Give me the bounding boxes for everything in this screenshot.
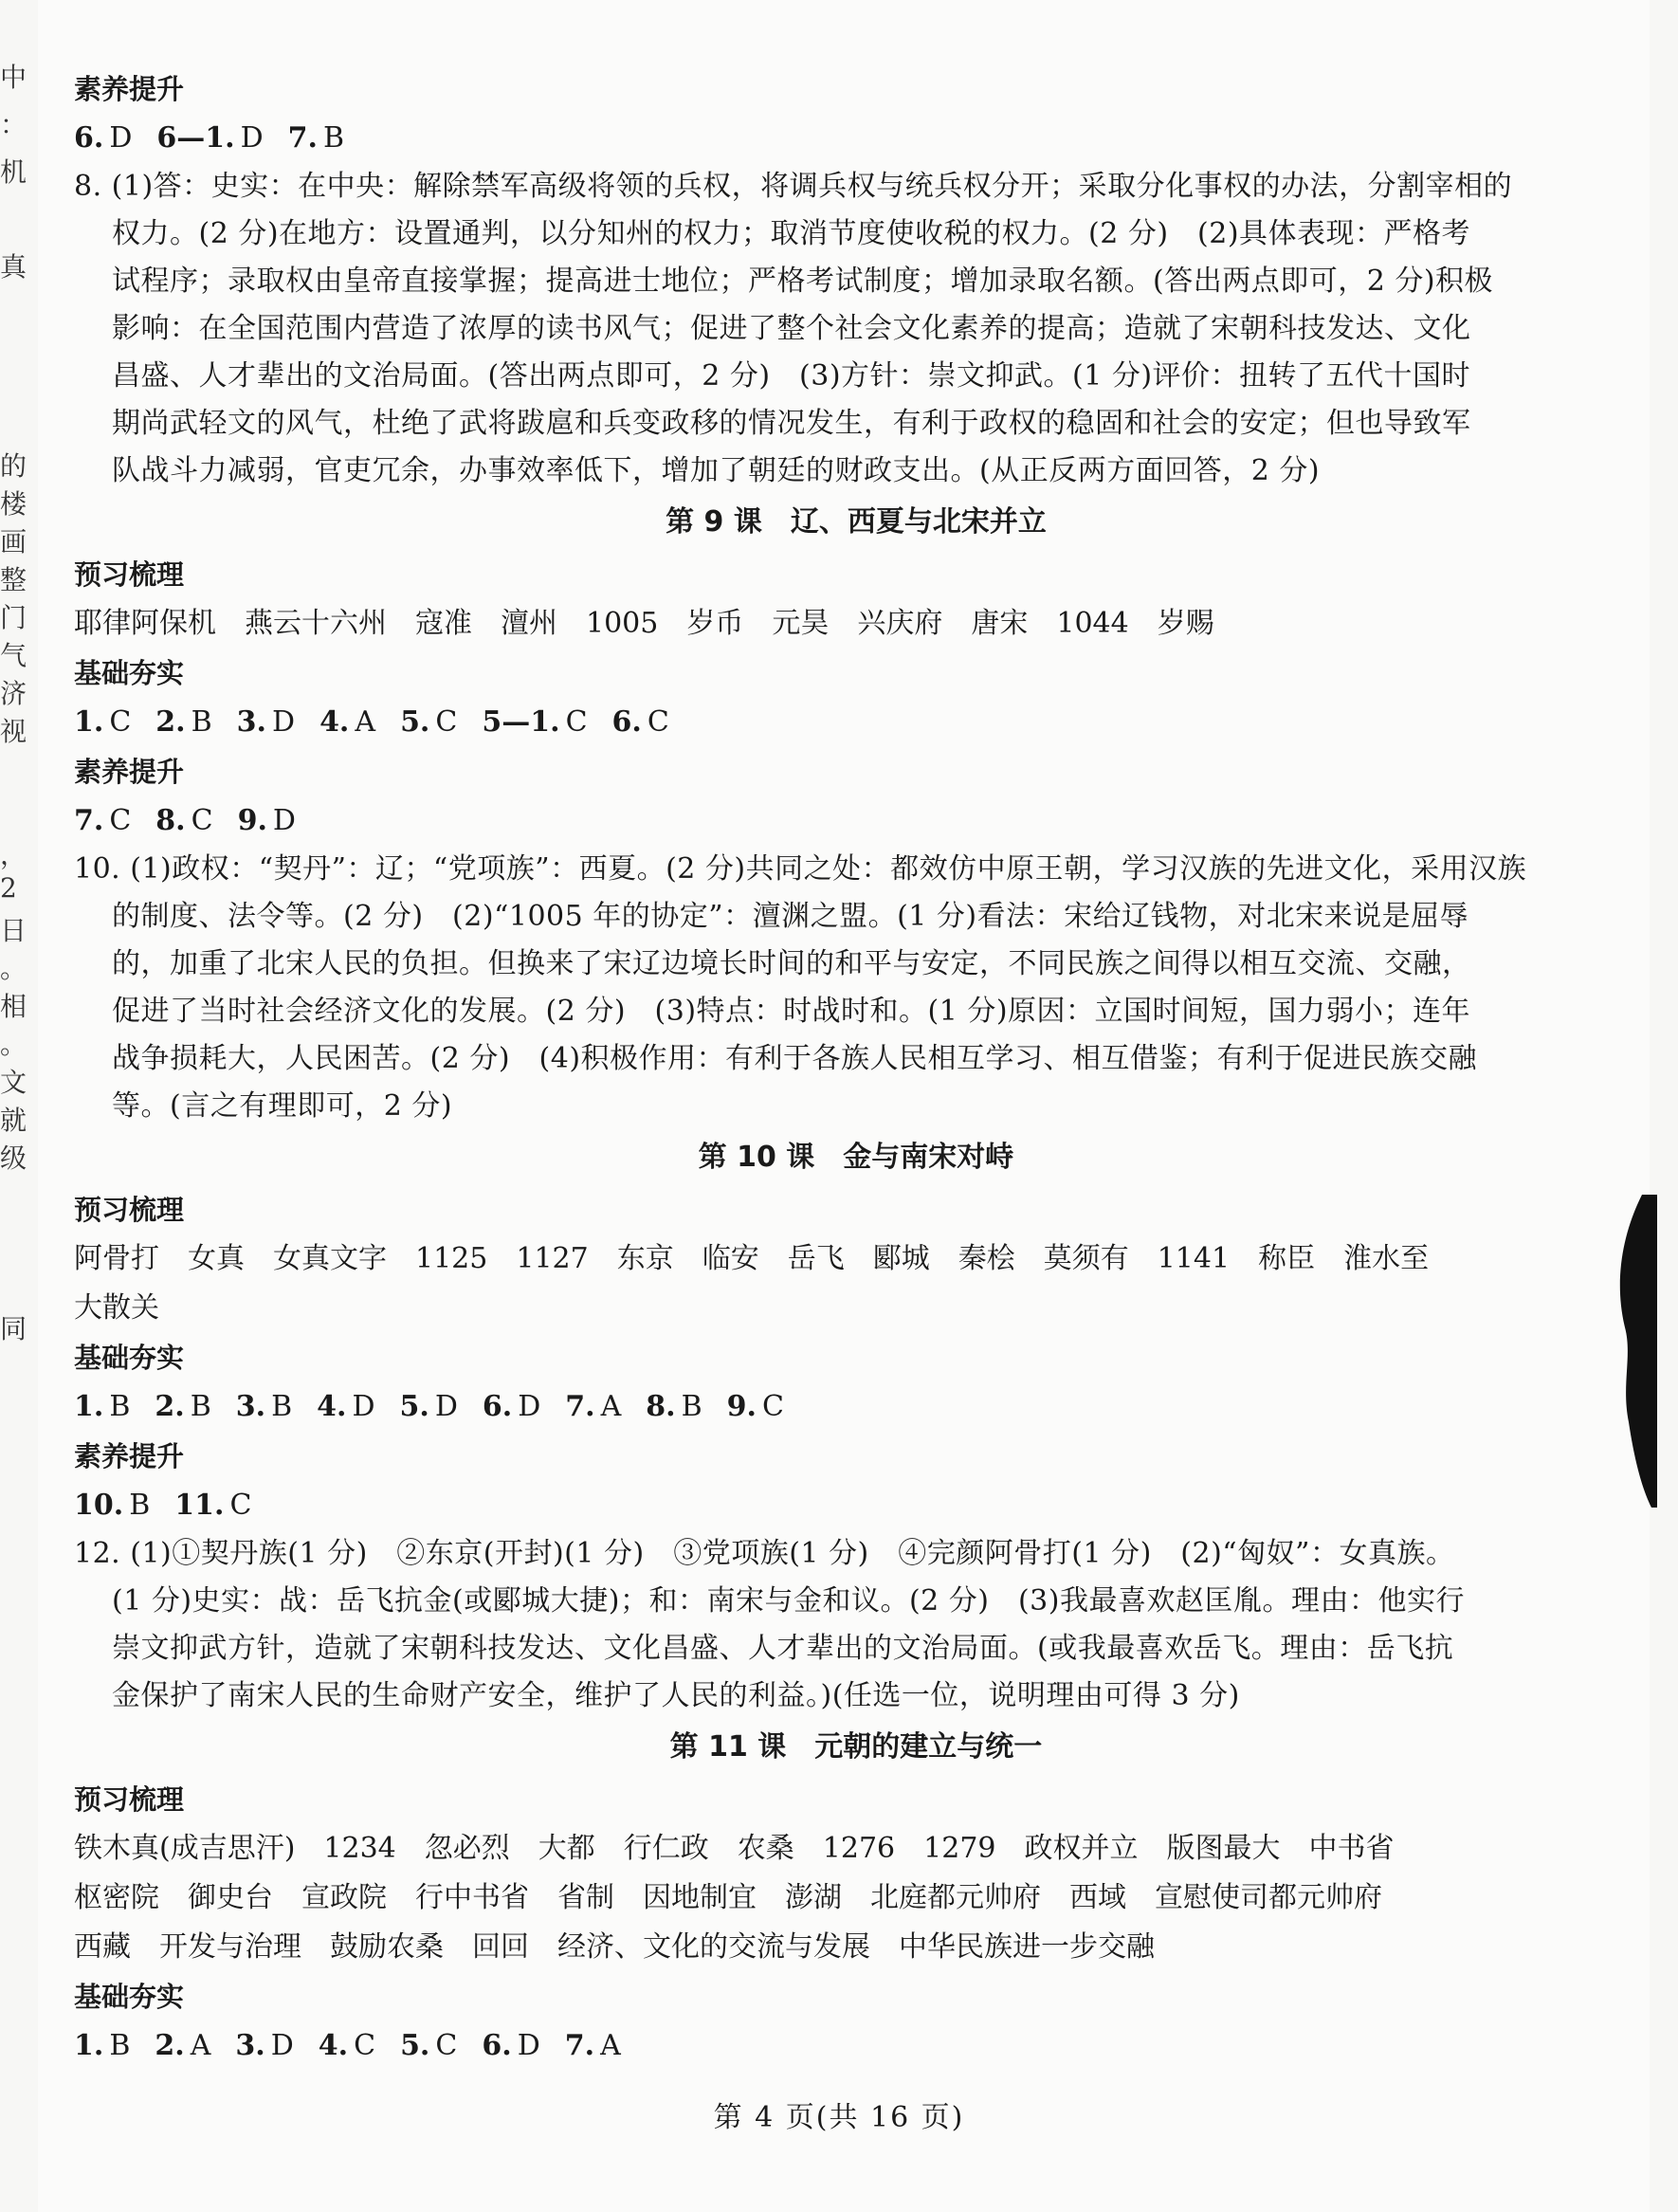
answer-text-line: 战争损耗大，人民困苦。(2 分) (4)积极作用：有利于各族人民相互学习、相互借鉴；有利于促进民族交融 xyxy=(112,1042,1478,1075)
answer-choice: C xyxy=(647,705,669,739)
question-number: 5. xyxy=(400,705,430,739)
answer-choice: B xyxy=(191,705,212,739)
answer-choice: C xyxy=(229,1489,252,1522)
answer-choice: D xyxy=(352,1390,375,1423)
margin-bleed-char: 同 xyxy=(0,1313,27,1344)
answer-item xyxy=(319,2029,375,2062)
answer-choice: C xyxy=(109,705,132,739)
margin-bleed-char: 机 xyxy=(0,156,27,188)
answer-item xyxy=(482,705,587,739)
answer-item xyxy=(565,2029,621,2062)
term: 燕云十六州 xyxy=(245,607,387,640)
answer-choice: D xyxy=(518,1390,541,1423)
answer-text-line: 12. (1)①契丹族(1 分) ②东京(开封)(1 分) ③党项族(1 分) ④完颜阿骨打(1 分) (2)“匈奴”：女真族。 xyxy=(74,1537,1455,1570)
term: 岁赐 xyxy=(1157,607,1214,640)
answer-content xyxy=(74,64,1562,2071)
answer-item xyxy=(155,804,212,837)
margin-bleed-char: 门 xyxy=(0,602,27,633)
term: 枢密院 xyxy=(74,1881,159,1914)
answer-choice: B xyxy=(109,1390,131,1423)
answer-key-row xyxy=(74,796,1562,846)
margin-bleed-char: 真 xyxy=(0,251,27,283)
answer-text-line: 试程序；录取权由皇帝直接掌握；提高进士地位；严格考试制度；增加录取名额。(答出两点即可，2 分)积极 xyxy=(112,265,1494,298)
answer-item xyxy=(155,705,211,739)
answer-item xyxy=(74,804,131,837)
answer-item xyxy=(482,2029,539,2062)
answer-item xyxy=(235,2029,293,2062)
answer-item xyxy=(174,1489,251,1522)
answer-item xyxy=(155,1390,210,1423)
answer-text-line: 10. (1)政权：“契丹”：辽；“党项族”：西夏。(2 分)共同之处：都效仿中原王朝，学习汉族的先进文化，采用汉族 xyxy=(74,852,1527,886)
answer-key-row xyxy=(74,2021,1562,2071)
term: 1044 xyxy=(1056,607,1129,640)
question-number: 8. xyxy=(155,804,186,837)
term: 郾城 xyxy=(872,1242,930,1275)
question-number: 6—1. xyxy=(156,121,235,155)
answer-item xyxy=(74,1390,130,1423)
page-footer: 第 4 页(共 16 页) xyxy=(713,2101,965,2134)
lesson-title: 第 11 课 元朝的建立与统一 xyxy=(669,1730,1043,1764)
answer-choice: C xyxy=(435,2029,458,2062)
answer-item xyxy=(612,705,669,739)
answer-item xyxy=(646,1390,702,1423)
term: 行中书省 xyxy=(415,1881,529,1914)
margin-bleed-char: 的 xyxy=(0,450,27,482)
section-heading: 基础夯实 xyxy=(74,657,185,689)
term: 铁木真(成吉思汗) xyxy=(74,1832,296,1865)
answer-text-line: 等。(言之有理即可，2 分) xyxy=(112,1089,453,1123)
answer-choice: A xyxy=(190,2029,211,2062)
term: 元昊 xyxy=(772,607,830,640)
question-number: 6. xyxy=(74,121,104,155)
term: 大散关 xyxy=(74,1291,159,1325)
question-number: 8. xyxy=(646,1390,676,1423)
answer-choice: A xyxy=(600,1390,622,1423)
question-number: 2. xyxy=(155,2029,185,2062)
margin-bleed-char: ： xyxy=(0,109,27,140)
term: 1279 xyxy=(923,1832,996,1865)
question-number: 3. xyxy=(235,2029,265,2062)
question-number: 7. xyxy=(565,1390,595,1423)
answer-key-row xyxy=(74,114,1562,163)
term: 岁币 xyxy=(686,607,744,640)
term: 政权并立 xyxy=(1024,1832,1139,1865)
margin-bleed-char: 济 xyxy=(0,678,27,709)
question-number: 6. xyxy=(611,705,642,739)
term: 1005 xyxy=(586,607,659,640)
term: 开发与治理 xyxy=(159,1930,301,1964)
answer-text-line: 的制度、法令等。(2 分) (2)“1005 年的协定”：澶渊之盟。(1 分)看法：宋给辽钱物，对北宋来说是屈辱 xyxy=(112,900,1469,933)
question-number: 4. xyxy=(318,2029,349,2062)
question-number: 4. xyxy=(317,1390,347,1423)
term: 1125 xyxy=(415,1242,488,1275)
answer-key-row xyxy=(74,1481,1562,1530)
question-number: 2. xyxy=(155,705,186,739)
answer-item xyxy=(288,121,344,155)
term: 北庭都元帅府 xyxy=(870,1881,1041,1914)
section-heading: 基础夯实 xyxy=(74,1981,185,2013)
answer-text-line: 影响：在全国范围内营造了浓厚的读书风气；促进了整个社会文化素养的提高；造就了宋朝科技发达、文化 xyxy=(112,312,1471,345)
margin-bleed-char: 画 xyxy=(0,526,27,558)
term: 大都 xyxy=(538,1832,595,1865)
question-number: 10. xyxy=(74,1489,124,1522)
question-number: 6. xyxy=(482,1390,513,1423)
answer-item xyxy=(238,804,296,837)
answer-item xyxy=(156,121,263,155)
term: 因地制宜 xyxy=(643,1881,757,1914)
term: 省制 xyxy=(557,1881,614,1914)
answer-item xyxy=(400,2029,457,2062)
question-number: 5. xyxy=(399,1390,429,1423)
answer-choice: B xyxy=(190,1390,211,1423)
term: 宣政院 xyxy=(301,1881,387,1914)
answer-choice: D xyxy=(517,2029,540,2062)
term: 忽必烈 xyxy=(424,1832,510,1865)
margin-bleed-char: 。 xyxy=(0,1029,27,1060)
answer-choice: C xyxy=(109,804,132,837)
margin-bleed-char: ， xyxy=(0,839,27,870)
question-number: 3. xyxy=(235,1390,266,1423)
margin-bleed-char: 视 xyxy=(0,716,27,747)
section-heading: 基础夯实 xyxy=(74,1342,185,1374)
answer-choice: D xyxy=(270,2029,294,2062)
section-heading: 预习梳理 xyxy=(74,558,185,591)
answer-choice: B xyxy=(271,1390,293,1423)
term: 1141 xyxy=(1157,1242,1231,1275)
term: 1276 xyxy=(822,1832,896,1865)
answer-choice: B xyxy=(129,1489,151,1522)
term: 1234 xyxy=(323,1832,396,1865)
question-number: 5—1. xyxy=(482,705,560,739)
answer-text-line: 金保护了南宋人民的生命财产安全，维护了人民的利益。)(任选一位，说明理由可得 3 分) xyxy=(112,1679,1240,1712)
term: 阿骨打 xyxy=(74,1242,159,1275)
answer-text-line: 8. (1)答：史实：在中央：解除禁军高级将领的兵权，将调兵权与统兵权分开；采取分化事权的办法，分割宰相的 xyxy=(74,170,1513,203)
preview-terms-row xyxy=(74,1234,1562,1284)
answer-choice: D xyxy=(272,804,296,837)
margin-bleed-char: 楼 xyxy=(0,488,27,520)
answer-item xyxy=(400,1390,458,1423)
preview-terms-row xyxy=(74,1874,1562,1923)
answer-choice: D xyxy=(109,121,133,155)
term: 莫须有 xyxy=(1043,1242,1129,1275)
answer-text-line: 期尚武轻文的风气，杜绝了武将跋扈和兵变政移的情况发生，有利于政权的稳固和社会的安定；但也导致军 xyxy=(112,407,1471,440)
answer-item xyxy=(400,705,457,739)
question-number: 3. xyxy=(236,705,266,739)
answer-choice: B xyxy=(109,2029,131,2062)
term: 秦桧 xyxy=(958,1242,1015,1275)
answer-item xyxy=(237,705,295,739)
term: 西藏 xyxy=(74,1930,131,1964)
term: 女真 xyxy=(188,1242,245,1275)
section-heading: 预习梳理 xyxy=(74,1783,185,1816)
answer-key-row xyxy=(74,1382,1562,1432)
margin-bleed-char: 2 xyxy=(0,872,17,904)
answer-choice: B xyxy=(322,121,345,155)
term: 唐宋 xyxy=(971,607,1029,640)
question-number: 7. xyxy=(74,804,104,837)
answer-choice: C xyxy=(191,804,213,837)
term: 版图最大 xyxy=(1166,1832,1281,1865)
term: 御史台 xyxy=(188,1881,273,1914)
term: 耶律阿保机 xyxy=(74,607,216,640)
term: 宣慰使司都元帅府 xyxy=(1155,1881,1382,1914)
answer-choice: D xyxy=(434,1390,458,1423)
question-number: 7. xyxy=(564,2029,595,2062)
term: 澶州 xyxy=(501,607,557,640)
preview-terms-row xyxy=(74,599,1562,649)
lesson-title: 第 10 课 金与南宋对峙 xyxy=(698,1141,1014,1174)
answer-item xyxy=(74,1489,150,1522)
question-number: 9. xyxy=(726,1390,757,1423)
term: 农桑 xyxy=(737,1832,794,1865)
preview-terms-row xyxy=(74,1824,1562,1874)
answer-item xyxy=(727,1390,784,1423)
answer-text-line: 促进了当时社会经济文化的发展。(2 分) (3)特点：时战时和。(1 分)原因：立国时间短，国力弱小；连年 xyxy=(112,995,1471,1028)
answer-text-line: 队战斗力减弱，官吏冗余，办事效率低下，增加了朝廷的财政支出。(从正反两方面回答，2 分) xyxy=(112,454,1321,487)
term: 东京 xyxy=(616,1242,674,1275)
term: 称臣 xyxy=(1258,1242,1316,1275)
term: 鼓励农桑 xyxy=(330,1930,444,1964)
preview-terms-row xyxy=(74,1284,1562,1333)
answer-text-line: 崇文抑武方针，造就了宋朝科技发达、文化昌盛、人才辈出的文治局面。(或我最喜欢岳飞。理由：岳飞抗 xyxy=(112,1632,1454,1665)
section-heading: 素养提升 xyxy=(74,73,185,105)
question-number: 1. xyxy=(74,705,104,739)
margin-bleed-char: 相 xyxy=(0,991,27,1022)
answer-choice: C xyxy=(565,705,588,739)
question-number: 7. xyxy=(287,121,318,155)
answer-text-line: (1 分)史实：战：岳飞抗金(或郾城大捷)；和：南宋与金和议。(2 分) (3)我最喜欢赵匡胤。理由：他实行 xyxy=(112,1584,1465,1618)
question-number: 5. xyxy=(400,2029,430,2062)
term: 临安 xyxy=(702,1242,759,1275)
question-number: 11. xyxy=(174,1489,225,1522)
term: 经济、文化的交流与发展 xyxy=(557,1930,870,1964)
answer-choice: B xyxy=(681,1390,702,1423)
preview-terms-row xyxy=(74,1923,1562,1972)
question-number: 2. xyxy=(155,1390,185,1423)
answer-item xyxy=(319,705,375,739)
answer-text-line: 昌盛、人才辈出的文治局面。(答出两点即可，2 分) (3)方针：崇文抑武。(1 分)评价：扭转了五代十国时 xyxy=(112,359,1471,393)
term: 兴庆府 xyxy=(857,607,943,640)
margin-bleed-char: 。 xyxy=(0,953,27,984)
answer-item xyxy=(74,2029,130,2062)
question-number: 9. xyxy=(237,804,267,837)
answer-choice: A xyxy=(355,705,376,739)
question-number: 1. xyxy=(74,2029,104,2062)
section-heading: 预习梳理 xyxy=(74,1194,185,1226)
term: 淮水至 xyxy=(1343,1242,1430,1275)
section-heading: 素养提升 xyxy=(74,1440,185,1472)
answer-choice: A xyxy=(600,2029,621,2062)
term: 寇准 xyxy=(415,607,472,640)
section-heading: 素养提升 xyxy=(74,756,185,788)
term: 女真文字 xyxy=(273,1242,387,1275)
term: 中书省 xyxy=(1308,1832,1395,1865)
answer-choice: C xyxy=(762,1390,784,1423)
answer-choice: C xyxy=(354,2029,376,2062)
answer-item xyxy=(483,1390,540,1423)
term: 行仁政 xyxy=(623,1832,709,1865)
term: 澎湖 xyxy=(785,1881,842,1914)
answer-choice: C xyxy=(435,705,458,739)
margin-bleed-char: 整 xyxy=(0,564,27,595)
margin-bleed-char: 中 xyxy=(0,62,27,93)
question-number: 4. xyxy=(319,705,350,739)
answer-text-line: 权力。(2 分)在地方：设置通判，以分知州的权力；取消节度使收税的权力。(2 分) (2)具体表现：严格考 xyxy=(112,217,1471,250)
margin-bleed-char: 级 xyxy=(0,1143,27,1174)
margin-bleed-char: 文 xyxy=(0,1067,27,1098)
answer-item xyxy=(317,1390,374,1423)
margin-bleed-char: 气 xyxy=(0,640,27,671)
term: 中华民族进一步交融 xyxy=(899,1930,1155,1964)
answer-item xyxy=(74,705,131,739)
answer-item xyxy=(565,1390,621,1423)
term: 西域 xyxy=(1069,1881,1126,1914)
term: 回回 xyxy=(472,1930,529,1964)
answer-key-row xyxy=(74,698,1562,747)
lesson-title: 第 9 课 辽、西夏与北宋并立 xyxy=(666,505,1047,539)
term: 岳飞 xyxy=(787,1242,845,1275)
scan-shadow-mark xyxy=(1614,1195,1657,1508)
answer-item xyxy=(236,1390,292,1423)
answer-text-line: 的，加重了北宋人民的负担。但换来了宋辽边境长时间的和平与安定，不同民族之间得以相互交流、交融， xyxy=(112,947,1471,980)
answer-choice: D xyxy=(272,705,296,739)
question-number: 1. xyxy=(74,1390,104,1423)
answer-item xyxy=(155,2029,210,2062)
margin-bleed-char: 就 xyxy=(0,1105,27,1136)
term: 1127 xyxy=(516,1242,589,1275)
answer-item xyxy=(74,121,132,155)
answer-choice: D xyxy=(240,121,264,155)
question-number: 6. xyxy=(482,2029,512,2062)
margin-bleed-char: 日 xyxy=(0,915,27,946)
